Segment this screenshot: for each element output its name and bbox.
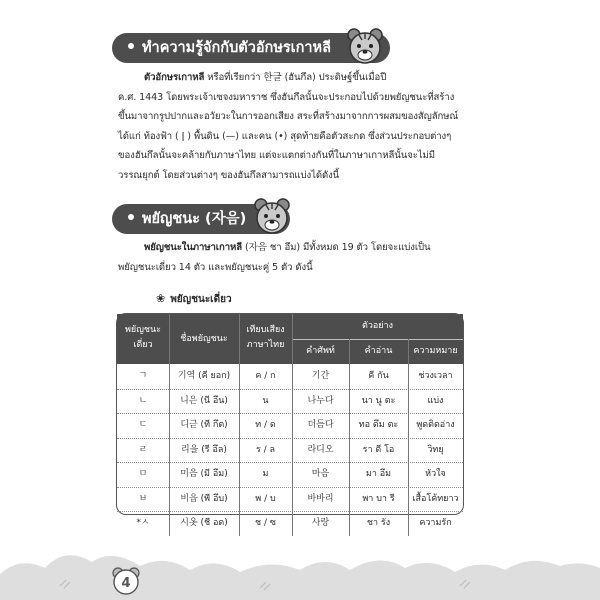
- header-example: [292, 314, 463, 339]
- para-line: ขึ้นมาจากรูปปากและอวัยวะในการออกเสียง สระที่สร้างมาจากการผสมของสัญลักษณ์: [118, 111, 459, 123]
- column-divider: [239, 314, 240, 536]
- cell-word: 사랑: [311, 518, 330, 528]
- tiger-mascot-icon: [345, 26, 385, 66]
- header-example-text: ตัวอย่าง: [361, 321, 394, 331]
- cell-thai: ค / ก: [255, 371, 276, 381]
- cell-thai: พ / บ: [255, 493, 276, 504]
- cell-thai: ท / ด: [255, 420, 276, 430]
- decorative-wave-footer: [0, 546, 600, 600]
- cell-reading: ชา รัง: [366, 518, 391, 528]
- column-divider: [169, 314, 170, 536]
- header-single-text: พยัญชนะเดี่ยว: [125, 325, 161, 350]
- cell-consonant: ㄹ: [138, 444, 148, 455]
- cell-thai: ร / ล: [255, 444, 276, 455]
- cell-reading: มา อึม: [365, 469, 392, 479]
- cell-meaning: ช่วงเวลา: [418, 371, 453, 381]
- cell-meaning: ความรัก: [419, 518, 452, 528]
- header-name: [169, 314, 239, 364]
- header-name-text: ชื่อพยัญชนะ: [180, 334, 228, 344]
- subheading-single-consonants: [156, 292, 232, 307]
- para-line: ของฮันกึลนั้นจะคล้ายกับภาษาไทย แต่จะแตกต่างกันที่ในภาษาเกาหลีนั้นจะไม่มี: [118, 150, 435, 162]
- para-line: วรรณยุกต์ โดยส่วนต่างๆ ของฮันกึลสามารถแบ่งได้ดังนี้: [118, 169, 340, 181]
- header-divider: [292, 339, 463, 340]
- cell-consonant: ㅁ: [138, 469, 148, 479]
- para-line: (자음 ชา อึม) มีทั้งหมด 19 ตัว โดยจะแบ่งเป็น: [242, 242, 431, 253]
- cell-reading: นา นู ตะ: [361, 395, 396, 406]
- tiger-mascot-icon: [252, 196, 292, 236]
- bullet-dot-icon: [128, 214, 134, 220]
- cell-thai: น: [262, 395, 269, 406]
- header-single: [117, 314, 169, 364]
- bullet-dot-icon: [128, 43, 134, 49]
- cell-reading: ทอ ดึม ตะ: [358, 420, 399, 430]
- header-reading-text: คำอ่าน: [364, 346, 393, 356]
- header-word: [292, 339, 349, 364]
- bold-term: พยัญชนะในภาษาเกาหลี: [144, 242, 242, 253]
- cell-consonant: ㄱ: [138, 371, 148, 381]
- column-divider: [408, 339, 409, 536]
- para-line: ค.ศ. 1443 โดยพระเจ้าเซจงมหาราช ซึ่งฮันกึลนั้นจะประกอบไปด้วยพยัญชนะที่สร้าง: [118, 91, 455, 103]
- cell-meaning: วิทยุ: [427, 444, 444, 455]
- header-reading: [349, 339, 408, 364]
- cell-word: 라디오: [307, 444, 334, 455]
- section1-title-text: ทำความรู้จักกับตัวอักษรเกาหลี: [142, 40, 332, 56]
- intro-paragraph: [118, 68, 478, 186]
- para-line: พยัญชนะเดี่ยว 14 ตัว และพยัญชนะคู่ 5 ตัว ดังนี้: [118, 261, 313, 273]
- cell-consonant: ㄷ: [138, 420, 148, 430]
- para-line: ได้แก่ ท้องฟ้า ( ǀ ) พื้นดิน (—) และคน (•) สุดท้ายคือตัวสะกด ซึ่งส่วนประกอบต่างๆ: [118, 130, 452, 142]
- consonant-table: [116, 313, 464, 528]
- cell-reading: พา บา รี: [362, 493, 395, 504]
- cell-word: 더듬다: [307, 420, 334, 430]
- cell-consonant: *ㅅ: [136, 518, 150, 528]
- header-thai: [239, 314, 292, 364]
- cell-meaning: พูดติดอ่าง: [416, 420, 455, 430]
- cell-word: 나누다: [307, 395, 334, 406]
- cell-meaning: หัวใจ: [425, 469, 446, 479]
- subheading-text: พยัญชนะเดี่ยว: [170, 294, 232, 305]
- section2-title-text: พยัญชนะ (자음): [142, 211, 247, 227]
- header-word-text: คำศัพท์: [306, 346, 335, 356]
- page-number: 4: [121, 576, 131, 591]
- cell-word: 마음: [311, 469, 330, 479]
- cell-name: 디귿 (ที กึต): [180, 420, 228, 430]
- cell-name: 미음 (มี อึม): [180, 469, 228, 479]
- flower-bullet-icon: ❀: [156, 292, 166, 305]
- cell-name: 기역 (คี ยอก): [177, 371, 231, 381]
- cell-meaning: แบ่ง: [427, 395, 444, 406]
- cell-thai: ช / ซ: [255, 518, 276, 528]
- cell-word: 기간: [311, 371, 330, 381]
- cell-reading: คี กัน: [368, 371, 389, 381]
- cell-name: 리을 (รี อึล): [181, 444, 227, 455]
- cell-consonant: ㅂ: [138, 493, 148, 504]
- header-thai-text: เทียบเสียงภาษาไทย: [246, 325, 285, 350]
- cell-name: 니은 (นี อึน): [180, 395, 228, 406]
- column-divider: [349, 339, 350, 536]
- header-meaning-text: ความหมาย: [413, 346, 458, 356]
- cell-consonant: ㄴ: [138, 395, 148, 406]
- cell-word: 바바리: [307, 493, 334, 504]
- consonant-paragraph: [118, 238, 478, 277]
- cell-meaning: เสื้อโค้ทยาว: [412, 493, 459, 504]
- cell-thai: ม: [262, 469, 269, 479]
- column-divider: [292, 314, 293, 536]
- cell-name: 시옷 (ชี อด): [180, 518, 228, 528]
- cell-name: 비읍 (พี อึบ): [180, 493, 228, 504]
- para-line: หรือที่เรียกว่า 한글 (ฮันกึล) ประดิษฐ์ขึ้นเมื่อปี: [204, 72, 387, 83]
- cell-reading: รา ดี โอ: [362, 444, 395, 455]
- header-meaning: [408, 339, 463, 364]
- bold-term: ตัวอักษรเกาหลี: [144, 72, 205, 83]
